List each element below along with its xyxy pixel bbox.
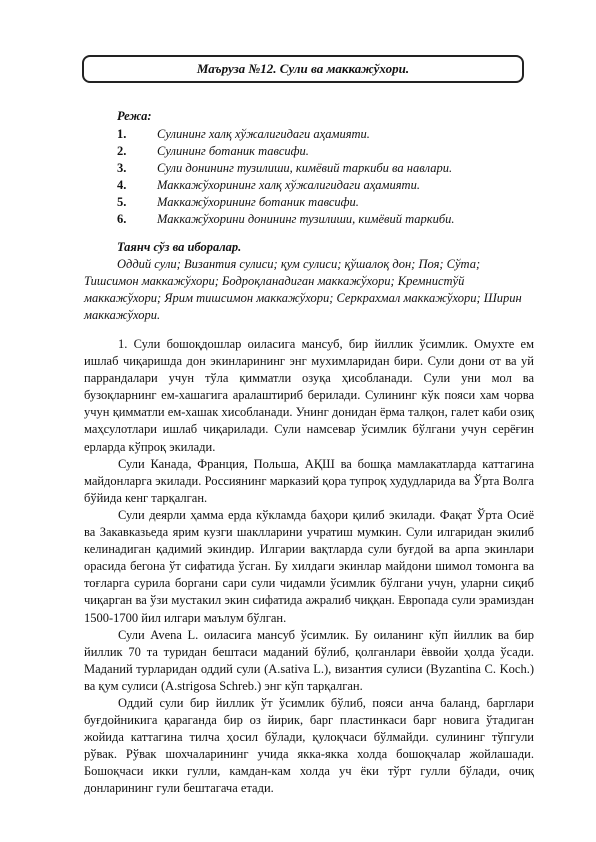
body-paragraph: 1. Сули бошоқдошлар оиласига мансуб, бир йиллик ўсимлик. Омухте ем ишлаб чиқаришда дон экинларининг энг мухимларидан бири. Сули дони от ва уй паррандалари учун тўла қимматли озуқа ҳисобланади. Сули уни мол ва бузоқларнинг ем-хашагига аралаштириб берилади. Сулининг кўк пояси хам чорва учун қимматли ем-хашак хисобланади. Унинг донидан ёрма талқон, галет каби озиқ маҳсулотлари ишлаб чиқарилади. Сули намсевар ўсимлик бўлгани учун серёғин ерларда кўпроқ экилади. [84, 337, 534, 454]
lecture-title-box [82, 55, 524, 83]
plan-item: 6. Маккажўхорини донининг тузилиши, кимёвий таркиби. [117, 212, 455, 226]
body-paragraph: Сули Avena L. оиласига мансуб ўсимлик. Бу оиланинг кўп йиллик ва бир йиллик 70 та туридан бештаси маданий бўлиб, қолганлари ёввойи ҳолда ўсади. Маданий турларидан оддий сули (A.sativa L.), византия сулиси (Byzantina C. Koch.) ва қум сулиси (A.strigosa Schreb.) энг кўп тарқалган. [84, 627, 534, 693]
body-paragraph: Сули Канада, Франция, Польша, АҚШ ва бошқа мамлакатларда каттагина майдонларга экилади. Россиянинг марказий қора тупроқ худудларида ва Ўрта Волга бўйида кенг тарқалган. [84, 456, 534, 505]
lecture-title: Маъруза №12. Сули ва маккажўхори. [196, 61, 410, 76]
plan-item: 3. Сули донининг тузилиши, кимёвий таркиби ва навлари. [117, 161, 453, 175]
plan-item: 5. Маккажўхорининг ботаник тавсифи. [117, 195, 359, 209]
plan-heading: Режа: [117, 109, 152, 123]
body-paragraph: Оддий сули бир йиллик ўт ўсимлик бўлиб, пояси анча баланд, барглари буғдойникига қараганда бир оз йирик, барг пластинкаси барг новига ўтадиган жойида каттагина тилча ҳосил бўлади, қулоқчаси бўлмайди. сулининг тўпгули рўвак. Рўвак шохчаларининг учида якка-якка холда бошоқчалар жойлашади. Бошоқчаси икки гулли, камдан-кам холда уч ёки тўрт гулли бўлади, очиқ донларининг гули бештагача етади. [84, 695, 534, 796]
lecture-body [84, 336, 534, 798]
plan-list [117, 126, 537, 228]
plan-item: 2. Сулининг ботаник тавсифи. [117, 144, 309, 158]
keywords-text: Оддий сули; Византия сулиси; қум сулиси; қўшалоқ дон; Поя; Сўта; Тишсимон маккажўхори; Бодроқланадиган маккажўхори; Кремнистўй маккажўхори; Ярим тишсимон маккажўхори; Серкрахмал маккажўхори; Ширин маккажўхори. [84, 257, 522, 322]
body-paragraph: Сули деярли ҳамма ерда кўкламда баҳори қилиб экилади. Фақат Ўрта Осиё ва Закавказьеда ярим кузги шаклларини учратиш мумкин. Сули илгаридан экилиб келинадиган қадимий экиндир. Илгарии вақтларда сули буғдой ва арпа экинлари орасида бегона ўт сифатида ўсган. Бу хилдаги экинлар майдони шимол томонга ва тоғларга сурила боргани сари сули чидамли ўсимлик бўлгани учун, уларни сиқиб чиқарган ва ўзи мустакил экин сифатида ажралиб чиққан. Европада сули эрамиздан 1500-1700 йил илгари маълум бўлган. [84, 507, 534, 625]
plan-item: 1. Сулининг халқ хўжалигидаги аҳамияти. [117, 127, 370, 141]
keywords-heading: Таянч сўз ва иборалар. [117, 240, 242, 254]
plan-item: 4. Маккажўхорининг халқ хўжалигидаги аҳамияти. [117, 178, 420, 192]
